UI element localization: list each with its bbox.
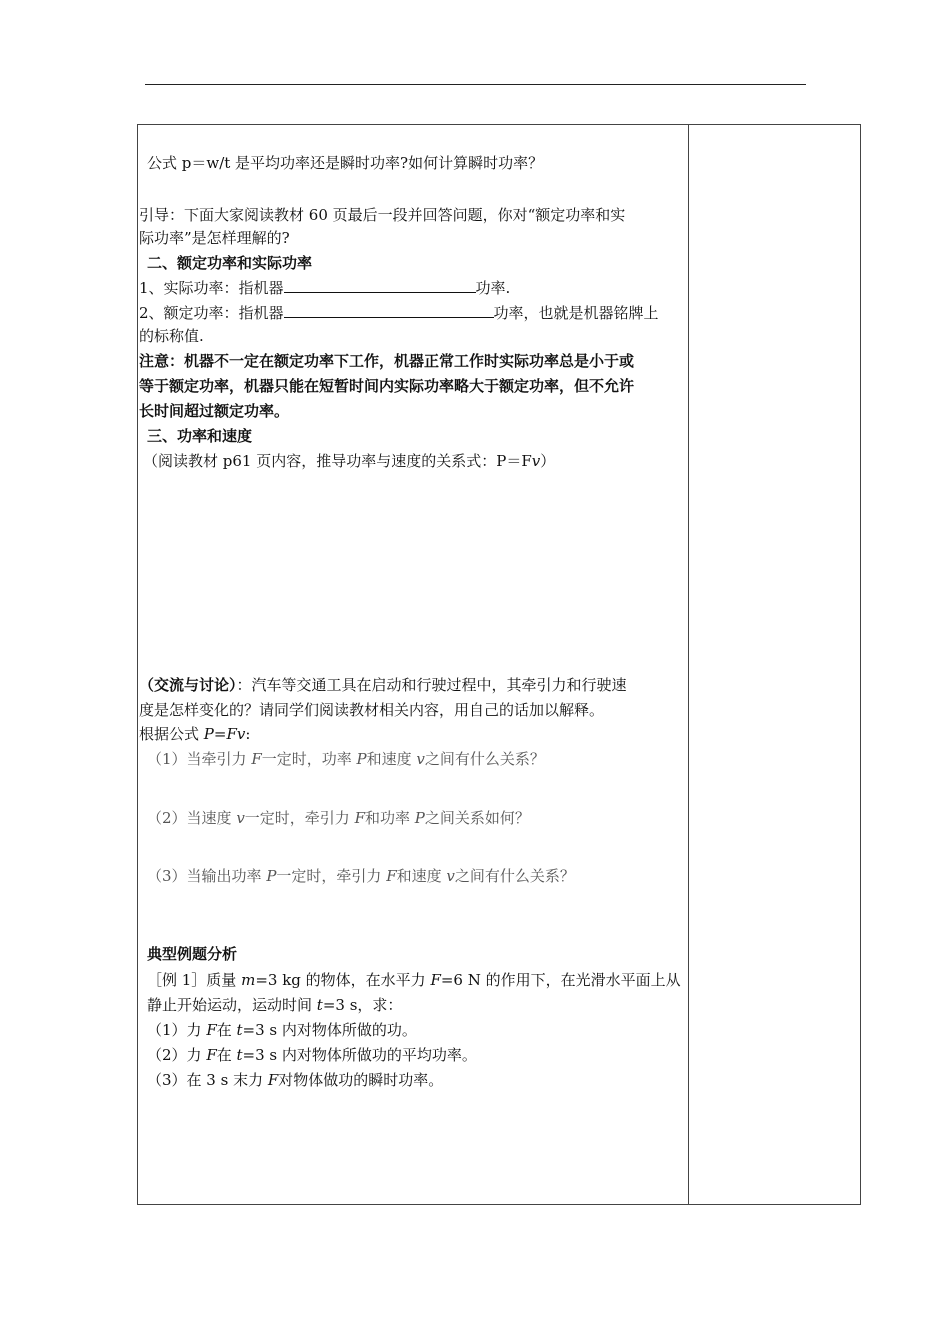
- formula-pfv: P=Fv: [203, 725, 246, 743]
- example-question-3: （3）在 3 s 末力 F对物体做功的瞬时功率。: [147, 1071, 444, 1089]
- example-question-1: （1）力 F在 t=3 s 内对物体所做的功。: [147, 1021, 417, 1039]
- note-line-3: 长时间超过额定功率。: [139, 402, 290, 420]
- discussion-line-1: [139, 675, 627, 695]
- example-line-2: 静止开始运动，运动时间 t=3 s，求：: [147, 996, 403, 1014]
- rated-power-label: 2、额定功率：指机器: [139, 304, 284, 322]
- rated-power-blank[interactable]: [284, 302, 494, 318]
- section-2-title: 二、额定功率和实际功率: [147, 254, 313, 272]
- column-divider: [688, 125, 689, 1204]
- header-rule: [145, 84, 806, 85]
- discussion-label: （交流与讨论）: [139, 676, 237, 694]
- discussion-text: ：汽车等交通工具在启动和行驶过程中，其牵引力和行驶速: [236, 676, 627, 694]
- example-line-1: ［例 1］质量 m=3 kg 的物体，在水平力 F=6 N 的作用下，在光滑水平面上从: [147, 971, 681, 989]
- discussion-question-3: （3）当输出功率 P一定时，牵引力 F和速度 v之间有什么关系？: [147, 867, 575, 885]
- discussion-line-2: 度是怎样变化的？请同学们阅读教材相关内容，用自己的话加以解释。: [139, 701, 605, 719]
- discussion-question-2: （2）当速度 v一定时，牵引力 F和功率 P之间关系如何？: [147, 809, 530, 827]
- guide-line-1: 引导：下面大家阅读教材 60 页最后一段并回答问题，你对“额定功率和实: [139, 206, 626, 224]
- rated-power-line: [139, 302, 659, 323]
- read-text: （阅读教材 p61 页内容，推导功率与速度的关系式：P＝F: [143, 452, 532, 470]
- basis-text: 根据公式: [139, 725, 204, 743]
- question-formula: 公式 p＝w/t 是平均功率还是瞬时功率?如何计算瞬时功率？: [147, 154, 544, 172]
- read-close: ）: [540, 452, 556, 470]
- rated-power-suffix: 功率，也就是机器铭牌上: [493, 304, 659, 322]
- actual-power-line: [139, 277, 510, 298]
- note-line-1: 注意：机器不一定在额定功率下工作，机器正常工作时实际功率总是小于或: [139, 352, 635, 370]
- guide-line-2: 际功率”是怎样理解的?: [139, 229, 290, 247]
- actual-power-suffix: 功率.: [475, 279, 511, 297]
- section-3-title: 三、功率和速度: [147, 427, 253, 445]
- note-line-2: 等于额定功率，机器只能在短暂时间内实际功率略大于额定功率，但不允许: [139, 377, 635, 395]
- lesson-table: [137, 124, 861, 1205]
- example-question-2: （2）力 F在 t=3 s 内对物体所做功的平均功率。: [147, 1046, 477, 1064]
- actual-power-label: 1、实际功率：指机器: [139, 279, 284, 297]
- example-title: 典型例题分析: [147, 945, 238, 963]
- actual-power-blank[interactable]: [284, 277, 476, 293]
- var-v: v: [531, 452, 541, 470]
- discussion-question-1: （1）当牵引力 F一定时，功率 P和速度 v之间有什么关系？: [147, 750, 545, 768]
- formula-basis: [139, 724, 250, 744]
- read-instruction: [143, 451, 555, 471]
- rated-power-line-2: 的标称值.: [139, 327, 204, 345]
- basis-colon: :: [245, 725, 251, 743]
